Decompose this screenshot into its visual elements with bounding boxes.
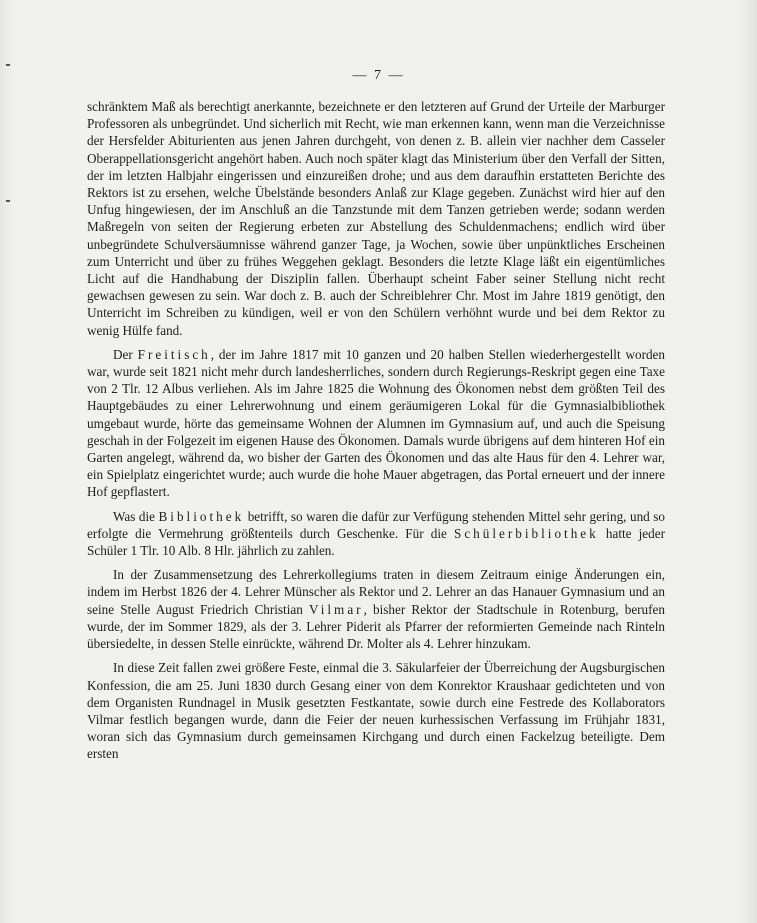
paragraph-4-text: , bisher Rektor der Stadtschule in Rotenburg, berufen wurde, der im Sommer 1829, als der 3. Lehrer Piderit als Pfarrer der reformierten Gemeinde nach Rinteln übersiedelte, in dessen Stelle einrückte, während Dr. Molter als 4. Lehrer hinzukam. [87,601,665,652]
emphasis-vilmar: Vilmar [309,601,364,617]
paragraph-4-lead: In der Zusammensetzung des Lehrerkollegiums traten in diesem Zeitraum einige Änderungen ein, indem im Herbst 1826 der 4. Lehrer Münscher als Rektor und 2. Lehrer an das Hanauer Gymnasium und an seine Stelle August Friedrich Christian [87,567,665,617]
paragraph-4 [87,566,665,652]
paragraph-5-text: In diese Zeit fallen zwei größere Feste, einmal die 3. Säkularfeier der Überreichung der Augsburgischen Konfession, die am 25. Juni 1830 durch Gesang einer von dem Konrektor Kraushaar gedichteten und von dem Organisten Rundnagel in Musik gesetzten Festkantate, sowie durch eine Festrede des Kollaborators Vilmar festlich begangen wurde, dann die Feier der neuen kurhessischen Verfassung im Frühjahr 1831, woran sich das Gymnasium durch gemeinsamen Kirchgang und durch einen Fackelzug beteiligte. Dem ersten [87,660,665,762]
scan-edge-mark [6,200,10,202]
paragraph-3-mid: betrifft, so waren die dafür zur Verfügung stehenden Mittel sehr gering, und so erfolgte die Vermehrung größtenteils durch Geschenke. Für die [87,508,665,541]
body-text [87,98,665,770]
paragraph-1-text: schränktem Maß als berechtigt anerkannte, bezeichnete er den letzteren auf Grund der Urteile der Marburger Professoren als unbegründet. Und sicherlich mit Recht, wie man erkennen kann, wenn man die Verzeichnisse der Hersfelder Abiturienten aus jenen Jahren durchgeht, von denen z. B. allein vier nachher dem Casseler Oberappellationsgericht angehört haben. Auch noch später klagt das Ministerium über den Verfall der Sitten, der im letzten Halbjahr eingerissen und einzureißen drohe; und aus dem daraufhin erstatteten Berichte des Rektors ist zu ersehen, welche Übelstände besonders Anlaß zur Klage gegeben. Zunächst wird hier auf den Unfug hingewiesen, der im Anschluß an die Tanzstunde mit dem Tanzen getrieben werde; sodann werden Maßregeln von seiten der Regierung erbeten zur Abstellung des Schuldenmachens; endlich wird über unbegründete Schulversäumnisse während ganzer Tage, ja Wochen, sowie über unpünktliches Erscheinen zum Unterricht und über zu frühes Weggehen geklagt. Besonders die letzte Klage läßt ein eigentümliches Licht auf die Handhabung der Disziplin fallen. Überhaupt scheint Faber seiner Stellung nicht recht gewachsen gewesen zu sein. War doch z. B. auch der Schreiblehrer Chr. Most im Jahre 1819 genötigt, den Unterricht im Schreiben zu kündigen, weil er von den Schülern verhöhnt wurde und bei dem Rektor zu wenig Hülfe fand. [87,99,665,338]
emphasis-freitisch: Freitisch [137,346,211,362]
paragraph-2 [87,346,665,501]
paragraph-3-lead: Was die [113,508,159,524]
scan-edge-mark [6,64,10,66]
paragraph-3 [87,508,665,560]
paragraph-2-lead: Der [113,346,138,362]
paragraph-5 [87,659,665,762]
page-number: — 7 — [352,68,405,83]
paragraph-1 [87,98,665,339]
emphasis-schuelerbibliothek: Schülerbibliothek [453,525,599,541]
paragraph-2-text: , der im Jahre 1817 mit 10 ganzen und 20 halben Stellen wiederhergestellt worden war, wurde seit 1821 nicht mehr durch landesherrliches, sondern durch Regierungs-Reskript gegen eine Taxe von 2 Tlr. 12 Albus verliehen. Als im Jahre 1825 die Wohnung des Ökonomen nebst dem größten Teil des Hauptgebäudes zu einer Lehrerwohnung und einem geräumigeren Lokal für die Gymnasialbibliothek umgebaut wurde, hörte das gemeinsame Wohnen der Alumnen im Gymnasium auf, und auch die Speisung geschah in der Folgezeit im eigenen Hause des Ökonomen. Damals wurde übrigens auf dem hinteren Hof ein Garten angelegt, während da, wo bisher der Garten des Ökonomen und das alte Haus für den 4. Lehrer war, ein Spielplatz eingerichtet wurde; auch wurde die hohe Mauer abgetragen, das Portal erneuert und der innere Hof gepflastert. [87,346,665,500]
paragraph-3-text: hatte jeder Schüler 1 Tlr. 10 Alb. 8 Hlr. jährlich zu zahlen. [87,525,665,559]
emphasis-bibliothek: Bibliothek [158,508,245,524]
